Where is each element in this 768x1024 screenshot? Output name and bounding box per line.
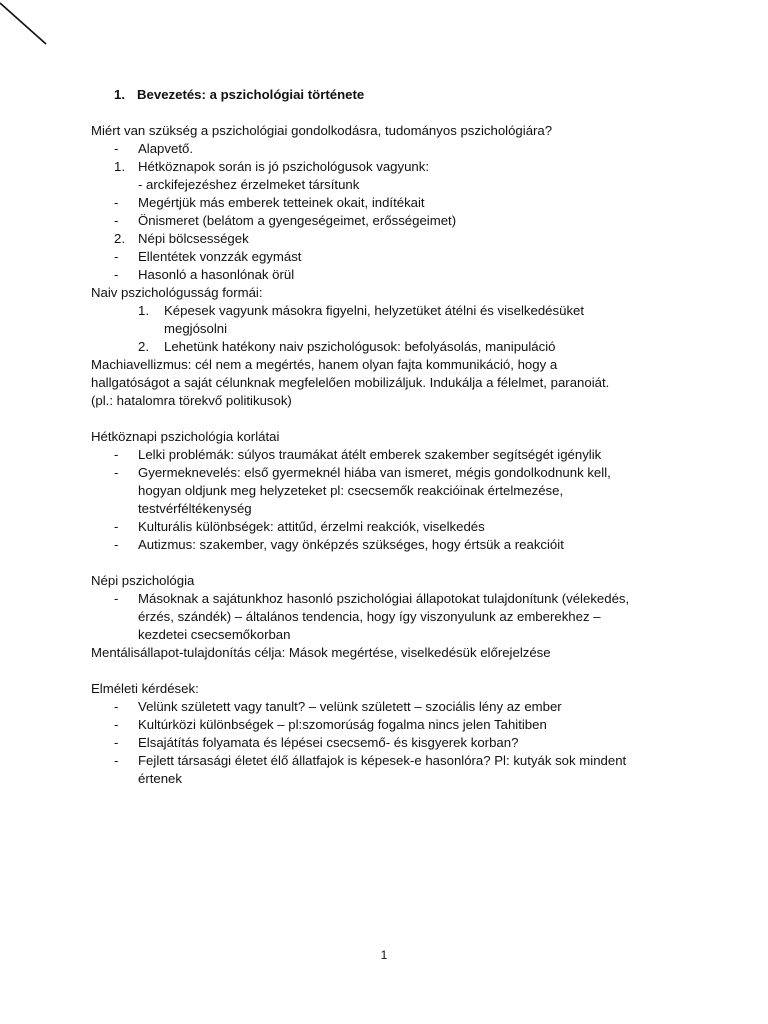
dash-bullet: - — [114, 447, 119, 462]
section-heading — [91, 86, 681, 104]
list-item — [91, 716, 681, 734]
dash-bullet: - — [114, 519, 119, 534]
numbered-subitem — [91, 338, 681, 356]
dash-bullet: - — [114, 213, 119, 228]
list-item — [91, 752, 681, 770]
item-number: 2. — [114, 231, 125, 246]
list-item-text: Elsajátítás folyamata és lépései csecsemő- és kisgyerek korban? — [138, 735, 519, 750]
numbered-item-text: Népi bölcsességek — [138, 231, 249, 246]
continuation-text: érzés, szándék) – általános tendencia, hogy így viszonyulunk az emberekhez – — [138, 609, 601, 624]
item-number: 2. — [138, 339, 149, 354]
list-item — [91, 518, 681, 536]
list-item — [91, 266, 681, 284]
dash-bullet: - — [114, 195, 119, 210]
list-item-text: Alapvető. — [138, 141, 193, 156]
list-item-continuation — [91, 500, 681, 518]
page-number: 1 — [380, 948, 388, 962]
dash-bullet: - — [114, 735, 119, 750]
list-item — [91, 194, 681, 212]
dash-bullet: - — [114, 465, 119, 480]
list-item — [91, 248, 681, 266]
paragraph-line: (pl.: hatalomra törekvő politikusok) — [91, 393, 292, 408]
list-item-text: Kulturális különbségek: attitűd, érzelmi reakciók, viselkedés — [138, 519, 485, 534]
numbered-item-text: Hétköznapok során is jó pszichológusok vagyunk: — [138, 159, 430, 174]
elmeleti-title: Elméleti kérdések: — [91, 681, 199, 696]
dash-bullet: - — [114, 537, 119, 552]
list-item — [91, 212, 681, 230]
list-item-text: Önismeret (belátom a gyengeségeimet, erősségeimet) — [138, 213, 457, 228]
continuation-text: megjósolni — [164, 321, 228, 336]
dash-bullet: - — [114, 717, 119, 732]
list-item — [91, 446, 681, 464]
list-item — [91, 536, 681, 554]
intro-question: Miért van szükség a pszichológiai gondolkodásra, tudományos pszichológiára? — [91, 123, 553, 138]
list-item-text: Fejlett társasági életet élő állatfajok is képesek-e hasonlóra? Pl: kutyák sok mindent — [138, 753, 627, 768]
list-item-continuation — [91, 320, 681, 338]
numbered-subitem — [91, 302, 681, 320]
list-item — [91, 734, 681, 752]
paragraph-line: hallgatóságot a saját célunknak megfelelően mobilizáljuk. Indukálja a félelmet, paranoiát. — [91, 375, 610, 390]
continuation-text: értenek — [138, 771, 182, 786]
continuation-text: testvérféltékenység — [138, 501, 252, 516]
list-item-text: Másoknak a sajátunkhoz hasonló pszichológiai állapotokat tulajdonítunk (vélekedés, — [138, 591, 630, 606]
numbered-item-text: Képesek vagyunk másokra figyelni, helyzetüket átélni és viselkedésüket — [164, 303, 585, 318]
list-item-text: Megértjük más emberek tetteinek okait, indítékait — [138, 195, 425, 210]
dash-bullet: - — [114, 699, 119, 714]
list-item-continuation — [91, 626, 681, 644]
heading-title: Bevezetés: a pszichológiai története — [137, 87, 365, 102]
paragraph-line: Machiavellizmus: cél nem a megértés, hanem olyan fajta kommunikáció, hogy a — [91, 357, 558, 372]
corner-fold-line — [0, 0, 60, 60]
continuation-text: kezdetei csecsemőkorban — [138, 627, 291, 642]
list-item-text: Autizmus: szakember, vagy önképzés szükséges, hogy értsük a reakcióit — [138, 537, 564, 552]
list-item-continuation — [91, 482, 681, 500]
list-item — [91, 464, 681, 482]
list-item-continuation — [91, 608, 681, 626]
item-number: 1. — [138, 303, 149, 318]
list-item — [91, 590, 681, 608]
dash-bullet: - — [114, 753, 119, 768]
list-item-text: Gyermeknevelés: első gyermeknél hiába van ismeret, mégis gondolkodnunk kell, — [138, 465, 611, 480]
list-item — [91, 140, 681, 158]
list-item — [91, 698, 681, 716]
list-item-text: Lelki problémák: súlyos traumákat átélt emberek szakember segítségét igénylik — [138, 447, 602, 462]
list-item-text: Velünk született vagy tanult? – velünk született – szociális lény az ember — [138, 699, 562, 714]
nepi-title: Népi pszichológia — [91, 573, 195, 588]
continuation-text: - arckifejezéshez érzelmeket társítunk — [138, 177, 360, 192]
list-item-text: Ellentétek vonzzák egymást — [138, 249, 302, 264]
list-item-continuation — [91, 770, 681, 788]
naiv-title: Naiv pszichológusság formái: — [91, 285, 263, 300]
dash-bullet: - — [114, 141, 119, 156]
list-item-continuation — [91, 176, 681, 194]
continuation-text: hogyan oldjunk meg helyzeteket pl: csecsemők reakcióinak értelmezése, — [138, 483, 564, 498]
list-item-text: Hasonló a hasonlónak örül — [138, 267, 295, 282]
list-item-text: Kultúrközi különbségek – pl:szomorúság fogalma nincs jelen Tahitiben — [138, 717, 547, 732]
dash-bullet: - — [114, 591, 119, 606]
paragraph-line: Mentálisállapot-tulajdonítás célja: Mások megértése, viselkedésük előrejelzése — [91, 645, 551, 660]
heading-number: 1. — [114, 87, 125, 102]
dash-bullet: - — [114, 267, 119, 282]
dash-bullet: - — [114, 249, 119, 264]
numbered-item — [91, 230, 681, 248]
numbered-item — [91, 158, 681, 176]
item-number: 1. — [114, 159, 125, 174]
korlat-title: Hétköznapi pszichológia korlátai — [91, 429, 280, 444]
document-body — [91, 86, 681, 788]
numbered-item-text: Lehetünk hatékony naiv pszichológusok: befolyásolás, manipuláció — [164, 339, 556, 354]
